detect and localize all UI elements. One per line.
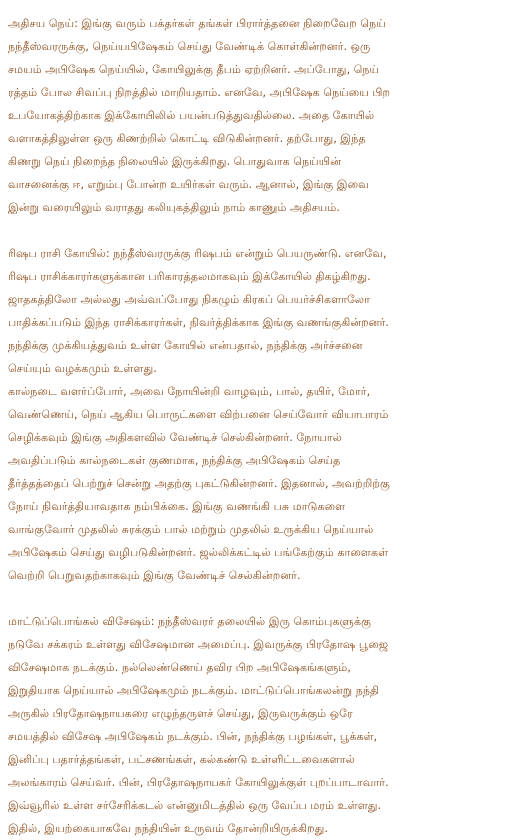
text-line: நடுவே சக்கரம் உள்ளது விசேஷமான அமைப்பு. இவருக்கு பிரதோஷ பூஜை bbox=[8, 638, 389, 651]
text-line: வெண்ணெய், நெய் ஆகிய பொருட்களை விற்பனை செய்வோர் வியாபாரம் bbox=[8, 408, 389, 421]
text-line: நோய் நிவர்த்தியாவதாக நம்பிக்கை. இங்கு வணங்கி பசு மாடுகளை bbox=[8, 500, 346, 513]
text-line: நந்தீஸ்வரருக்கு, நெய்யபிஷேகம் செய்து வேண்டிக் கொள்கின்றனர். ஒரு bbox=[8, 40, 371, 53]
paragraph-mattu-pongal bbox=[8, 610, 520, 840]
text-line: அருகில் பிரதோஷநாயகரை எழுந்தருளச் செய்து, இருவருக்கும் ஒரே bbox=[8, 707, 353, 720]
text-line: வெற்றி பெறுவதற்காகவும் இங்கு வேண்டிச் செல்கின்றனர். bbox=[8, 569, 301, 582]
text-line: நந்திக்கு முக்கியத்துவம் உள்ள கோயில் என்பதால், நந்திக்கு அர்ச்சனை bbox=[8, 339, 363, 352]
text-line: இறுதியாக நெய்யால் அபிஷேகமும் நடக்கும். மாட்டுப்பொங்கலன்று நந்தி bbox=[8, 684, 380, 697]
text-line: அலங்காரம் செய்வர். பின், பிரதோஷநாயகர் கோயிலுக்குள் புறப்பாடாவார். bbox=[8, 776, 389, 789]
text-line: அவதிப்படும் கால்நடைகள் குணமாக, நந்திக்கு அபிஷேகம் செய்த bbox=[8, 454, 341, 467]
text-line: செழிக்கவும் இங்கு அதிகளவில் வேண்டிச் செல்கின்றனர். நோயால் bbox=[8, 431, 342, 444]
article-body bbox=[8, 12, 520, 840]
text-line: ஜாதகத்திலோ அல்லது அவ்வப்போது நிகழும் கிரகப் பெயர்ச்சிகளாலோ bbox=[8, 293, 371, 306]
paragraph-miracle-ghee bbox=[8, 12, 520, 219]
text-line: இதில், இயற்கையாகவே நந்தியின் உருவம் தோன்றியிருக்கிறது. bbox=[8, 822, 328, 835]
text-line: வளாகத்திலுள்ள ஒரு கிணற்றில் கொட்டி விடுகின்றனர். தற்போது, இந்த bbox=[8, 132, 366, 145]
text-line: மாட்டுப்பொங்கல் விசேஷம்: நந்தீஸ்வரர் தலையில் இரு கொம்புகளுக்கு bbox=[8, 615, 371, 628]
text-line: சமயம் அபிஷேக நெய்யில், கோயிலுக்கு தீபம் ஏற்றினர். அப்போது, நெய் bbox=[8, 63, 380, 76]
text-line: ரிஷப ராசி கோயில்: நந்தீஸ்வரருக்கு ரிஷபம் என்றும் பெயருண்டு. எனவே, bbox=[8, 247, 387, 260]
paragraph-spacer bbox=[8, 587, 520, 610]
text-line: அதிசய நெய்: இங்கு வரும் பக்தர்கள் தங்கள் பிரார்த்தனை நிறைவேற நெய் bbox=[8, 17, 386, 30]
paragraph-spacer bbox=[8, 219, 520, 242]
text-line: இவ்வூரில் உள்ள சர்சேரிக்கடல் என்னுமிடத்தில் ஒரு வேப்ப மரம் உள்ளது. bbox=[8, 799, 382, 812]
text-line: வாசனைக்கு ஈ, எறும்பு போன்ற உயிர்கள் வரும். ஆனால், இங்கு இவை bbox=[8, 178, 369, 191]
text-line: ரிஷப ராசிக்காரர்களுக்கான பரிகாரத்தலமாகவும் இக்கோயில் திகழ்கிறது. bbox=[8, 270, 371, 283]
text-line: கிணறு நெய் நிறைந்த நிலையில் இருக்கிறது. பொதுவாக நெய்யின் bbox=[8, 155, 342, 168]
text-line: தீர்த்தத்தைப் பெற்றுச் சென்று அதற்கு புகட்டுகின்றனர். இதனால், அவற்றிற்கு bbox=[8, 477, 390, 490]
text-line: உபயோகத்திற்காக இக்கோயிலில் பயன்படுத்துவதில்லை. அதை கோயில் bbox=[8, 109, 375, 122]
text-line: செய்யும் வழக்கமும் உள்ளது. bbox=[8, 362, 157, 375]
paragraph-rishaba-rasi bbox=[8, 242, 520, 587]
text-line: விசேஷமாக நடக்கும். நல்லெண்ணெய் தவிர பிற அபிஷேகங்களும், bbox=[8, 661, 351, 674]
text-line: வாங்குவோர் முதலில் சுரக்கும் பால் மற்றும் முதலில் உருக்கிய நெய்யால் bbox=[8, 523, 374, 536]
text-line: கால்நடை வளர்ப்போர், அவை நோயின்றி வாழவும், பால், தயிர், மோர், bbox=[8, 385, 371, 398]
text-line: ரத்தம் போல சிவப்பு நிறத்தில் மாறியதாம். எனவே, அபிஷேக நெய்யை பிற bbox=[8, 86, 391, 99]
text-line: பாதிக்கப்படும் இந்த ராசிக்காரர்கள், நிவர்த்திக்காக இங்கு வணங்குகின்றனர். bbox=[8, 316, 389, 329]
text-line: இன்று வரையிலும் வராதது கலியுகத்திலும் நாம் காணும் அதிசயம். bbox=[8, 201, 340, 214]
text-line: அபிஷேகம் செய்து வழிபடுகின்றனர். ஜல்லிக்கட்டில் பங்கேற்கும் காளைகள் bbox=[8, 546, 389, 559]
text-line: இனிப்பு பதார்த்தங்கள், பட்சணங்கள், கல்கண்டு உள்ளிட்டவைகளால் bbox=[8, 753, 355, 766]
text-line: சமயத்தில் விசேஷ அபிஷேகம் நடக்கும். பின், நந்திக்கு பழங்கள், பூக்கள், bbox=[8, 730, 378, 743]
